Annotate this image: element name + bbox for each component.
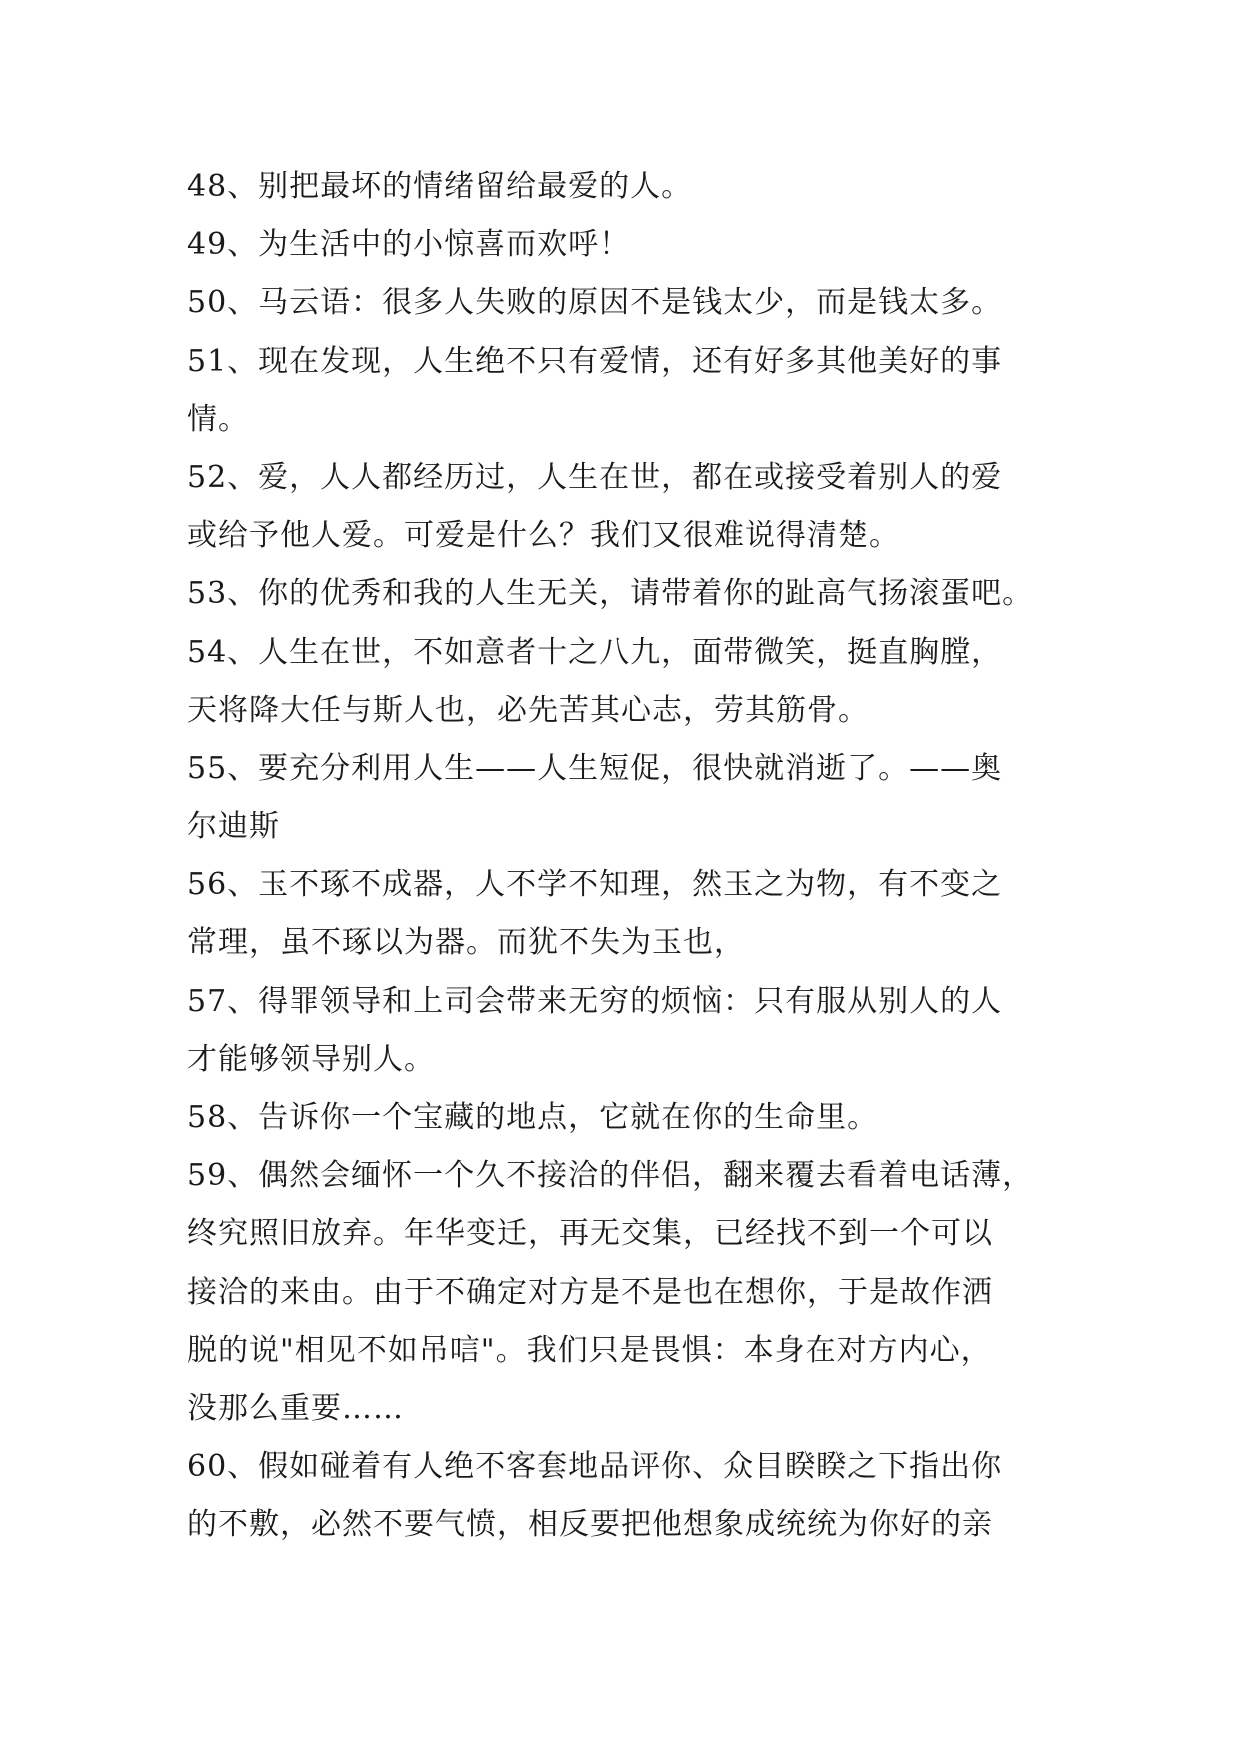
text-line: 接洽的来由。由于不确定对方是不是也在想你，于是故作洒 xyxy=(187,1274,993,1310)
text-line: 60、假如碰着有人绝不客套地品评你、众目睽睽之下指出你 xyxy=(187,1449,1003,1485)
text-line: 55、要充分利用人生——人生短促，很快就消逝了。——奥 xyxy=(187,750,1003,786)
text-line: 49、为生活中的小惊喜而欢呼！ xyxy=(187,227,631,263)
text-line: 53、你的优秀和我的人生无关，请带着你的趾高气扬滚蛋吧。 xyxy=(187,576,1034,612)
text-line: 情。 xyxy=(187,401,249,437)
text-line: 或给予他人爱。可爱是什么？我们又很难说得清楚。 xyxy=(187,518,900,554)
text-line: 终究照旧放弃。年华变迁，再无交集，已经找不到一个可以 xyxy=(187,1216,993,1252)
text-line: 58、告诉你一个宝藏的地点，它就在你的生命里。 xyxy=(187,1100,879,1135)
text-line: 才能够领导别人。 xyxy=(187,1041,435,1077)
text-line: 没那么重要…… xyxy=(187,1390,404,1426)
text-line: 的不敷，必然不要气愤，相反要把他想象成统统为你好的亲 xyxy=(187,1507,993,1543)
text-line: 48、别把最坏的情绪留给最爱的人。 xyxy=(187,169,693,204)
text-line: 54、人生在世，不如意者十之八九，面带微笑，挺直胸膛， xyxy=(187,634,1003,670)
text-line: 56、玉不琢不成器，人不学不知理，然玉之为物，有不变之 xyxy=(187,867,1003,903)
text-line: 尔迪斯 xyxy=(187,809,280,845)
document-body xyxy=(187,158,1067,1555)
text-line: 51、现在发现，人生绝不只有爱情，还有好多其他美好的事 xyxy=(187,343,1003,379)
text-line: 常理，虽不琢以为器。而犹不失为玉也， xyxy=(187,925,745,961)
text-line: 脱的说"相见不如吊唁"。我们只是畏惧：本身在对方内心， xyxy=(187,1332,992,1368)
text-line: 59、偶然会缅怀一个久不接洽的伴侣，翻来覆去看着电话薄， xyxy=(187,1158,1034,1194)
text-line: 52、爱，人人都经历过，人生在世，都在或接受着别人的爱 xyxy=(187,459,1003,495)
text-line: 天将降大任与斯人也，必先苦其心志，劳其筋骨。 xyxy=(187,692,869,728)
text-line: 57、得罪领导和上司会带来无穷的烦恼：只有服从别人的人 xyxy=(187,983,1003,1019)
text-line: 50、马云语：很多人失败的原因不是钱太少，而是钱太多。 xyxy=(187,285,1003,321)
